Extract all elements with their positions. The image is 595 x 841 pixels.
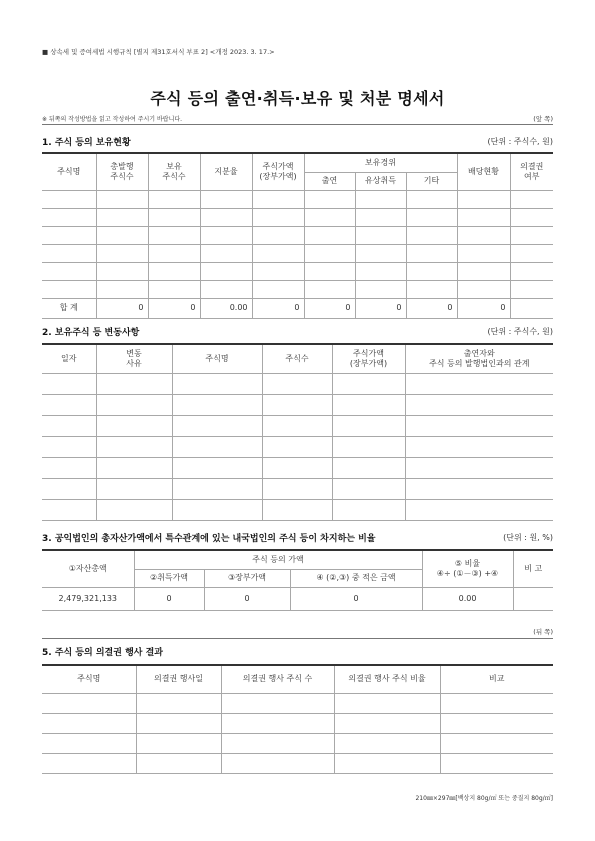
holdings-cell[interactable]	[148, 208, 200, 226]
header-voting-rights: 의결권 여부	[510, 153, 553, 190]
holdings-cell[interactable]	[200, 226, 252, 244]
changes-cell[interactable]	[332, 394, 405, 415]
table-body	[42, 344, 553, 520]
changes-cell[interactable]	[172, 436, 262, 457]
header-lesser-amount: ④ (②,③) 중 적은 금액	[290, 569, 422, 587]
header-ratio: ⑤ 비율 ④÷ (①－③) +④	[422, 550, 513, 587]
holdings-cell[interactable]	[200, 280, 252, 298]
header-stock-value: 주식가액 (장부가액)	[332, 344, 405, 373]
changes-cell[interactable]	[332, 478, 405, 499]
holdings-cell[interactable]	[252, 244, 304, 262]
holdings-cell[interactable]	[148, 226, 200, 244]
holdings-cell[interactable]	[252, 262, 304, 280]
header-remarks: 비교	[440, 665, 553, 693]
total-issued-sum: 0	[96, 298, 148, 318]
holdings-cell[interactable]	[42, 280, 96, 298]
changes-cell[interactable]	[262, 415, 332, 436]
changes-cell[interactable]	[42, 373, 96, 394]
changes-cell[interactable]	[332, 457, 405, 478]
table-row	[42, 436, 553, 457]
holdings-cell[interactable]	[304, 208, 355, 226]
header-paid-acquisition: 유상취득	[355, 172, 406, 190]
header-change-reason: 변동 사유	[96, 344, 172, 373]
paid-acquisition-sum: 0	[355, 298, 406, 318]
holdings-cell[interactable]	[457, 262, 510, 280]
changes-cell[interactable]	[405, 373, 553, 394]
section-1-title: 1. 주식 등의 보유현황	[42, 138, 131, 148]
voting-cell[interactable]	[42, 693, 136, 713]
table-row	[42, 693, 553, 713]
header-row	[42, 344, 553, 373]
holdings-cell[interactable]	[96, 190, 148, 208]
section-3-title: 3. 공익법인의 총자산가액에서 특수관계에 있는 내국법인의 주식 등이 차지하는 비율	[42, 534, 376, 544]
total-row	[42, 298, 553, 318]
changes-cell[interactable]	[262, 499, 332, 520]
header-ownership-ratio: 지분율	[200, 153, 252, 190]
changes-cell[interactable]	[42, 499, 96, 520]
voting-cell[interactable]	[440, 713, 553, 733]
contribution-sum: 0	[304, 298, 355, 318]
changes-cell[interactable]	[96, 436, 172, 457]
changes-cell[interactable]	[262, 436, 332, 457]
changes-cell[interactable]	[172, 415, 262, 436]
table-row	[42, 190, 553, 208]
voting-cell[interactable]	[440, 753, 553, 773]
holdings-cell[interactable]	[355, 208, 406, 226]
holdings-cell[interactable]	[148, 280, 200, 298]
holdings-cell[interactable]	[42, 262, 96, 280]
voting-cell[interactable]	[136, 753, 221, 773]
changes-cell[interactable]	[332, 436, 405, 457]
changes-cell[interactable]	[262, 478, 332, 499]
holdings-cell[interactable]	[355, 262, 406, 280]
holdings-cell[interactable]	[96, 226, 148, 244]
page-back-label: (뒤 쪽)	[533, 628, 553, 636]
holdings-cell[interactable]	[304, 190, 355, 208]
voting-cell[interactable]	[136, 693, 221, 713]
remarks-cell[interactable]	[513, 587, 553, 610]
header-stock-name: 주식명	[42, 665, 136, 693]
holdings-cell[interactable]	[355, 280, 406, 298]
header-exercise-date: 의결권 행사일	[136, 665, 221, 693]
changes-cell[interactable]	[262, 457, 332, 478]
ownership-ratio-sum: 0.00	[200, 298, 252, 318]
header-held-shares: 보유 주식수	[148, 153, 200, 190]
header-stock-name: 주식명	[42, 153, 96, 190]
holdings-cell[interactable]	[96, 208, 148, 226]
header-total-assets: ①자산총액	[42, 550, 134, 587]
changes-cell[interactable]	[96, 457, 172, 478]
holdings-cell[interactable]	[200, 208, 252, 226]
voting-cell[interactable]	[221, 713, 334, 733]
voting-cell[interactable]	[221, 693, 334, 713]
changes-cell[interactable]	[405, 415, 553, 436]
dividends-sum: 0	[457, 298, 510, 318]
table-row	[42, 280, 553, 298]
total-label: 합 계	[42, 298, 96, 318]
section-3-unit: (단위 : 원, %)	[503, 533, 553, 542]
table-row	[42, 226, 553, 244]
holdings-cell[interactable]	[457, 280, 510, 298]
voting-cell[interactable]	[136, 733, 221, 753]
header-date: 일자	[42, 344, 96, 373]
changes-cell[interactable]	[262, 373, 332, 394]
form-title: 주식 등의 출연·취득·보유 및 처분 명세서	[150, 89, 445, 108]
table-body	[42, 153, 553, 318]
ratio-value: 0.00	[422, 587, 513, 610]
changes-cell[interactable]	[405, 436, 553, 457]
holdings-cell[interactable]	[510, 280, 553, 298]
changes-cell[interactable]	[172, 478, 262, 499]
total-assets-value: 2,479,321,133	[42, 587, 134, 610]
stock-value-sum: 0	[252, 298, 304, 318]
holdings-cell[interactable]	[304, 262, 355, 280]
table-row	[42, 373, 553, 394]
table-body	[42, 550, 553, 610]
header-exercised-shares: 의결권 행사 주식 수	[221, 665, 334, 693]
holdings-cell[interactable]	[457, 190, 510, 208]
holdings-cell[interactable]	[96, 244, 148, 262]
voting-cell[interactable]	[42, 713, 136, 733]
header-divider	[42, 124, 553, 125]
table-row	[42, 394, 553, 415]
holdings-cell[interactable]	[510, 226, 553, 244]
header-book-value: ③장부가액	[204, 569, 290, 587]
holdings-cell[interactable]	[304, 280, 355, 298]
voting-cell[interactable]	[334, 753, 440, 773]
holdings-cell[interactable]	[304, 244, 355, 262]
table-row	[42, 713, 553, 733]
holdings-cell[interactable]	[457, 244, 510, 262]
header-acquisition-cost: ②취득가액	[134, 569, 204, 587]
table-row	[42, 208, 553, 226]
holdings-cell[interactable]	[200, 244, 252, 262]
table-row	[42, 499, 553, 520]
voting-cell[interactable]	[440, 693, 553, 713]
changes-cell[interactable]	[405, 478, 553, 499]
table-body	[42, 665, 553, 773]
changes-cell[interactable]	[262, 394, 332, 415]
instruction-notice: ※ 뒤쪽의 작성방법을 읽고 작성하여 주시기 바랍니다.	[42, 116, 183, 123]
section-2-unit: (단위 : 주식수, 원)	[487, 327, 553, 336]
changes-cell[interactable]	[332, 499, 405, 520]
section-2-title: 2. 보유주식 등 변동사항	[42, 328, 140, 338]
holdings-cell[interactable]	[406, 190, 457, 208]
voting-cell[interactable]	[42, 753, 136, 773]
voting-cell[interactable]	[440, 733, 553, 753]
header-row	[42, 153, 553, 172]
holdings-cell[interactable]	[406, 244, 457, 262]
other-sum: 0	[406, 298, 457, 318]
table-row	[42, 244, 553, 262]
changes-cell[interactable]	[172, 373, 262, 394]
section-1-unit: (단위 : 주식수, 원)	[487, 137, 553, 146]
holdings-cell[interactable]	[252, 208, 304, 226]
header-shares: 주식수	[262, 344, 332, 373]
holdings-cell[interactable]	[406, 262, 457, 280]
lesser-amount-value: 0	[290, 587, 422, 610]
changes-cell[interactable]	[96, 478, 172, 499]
holdings-cell[interactable]	[406, 208, 457, 226]
changes-cell[interactable]	[96, 373, 172, 394]
header-stock-name: 주식명	[172, 344, 262, 373]
header-stock-value-group: 주식 등의 가액	[134, 550, 422, 569]
changes-cell[interactable]	[405, 457, 553, 478]
holdings-cell[interactable]	[510, 208, 553, 226]
holdings-cell[interactable]	[42, 226, 96, 244]
header-row	[42, 550, 553, 569]
acquisition-cost-value: 0	[134, 587, 204, 610]
table-row	[42, 587, 553, 610]
changes-cell[interactable]	[172, 457, 262, 478]
holdings-cell[interactable]	[355, 226, 406, 244]
voting-cell[interactable]	[42, 733, 136, 753]
voting-rights-sum	[510, 298, 553, 318]
holdings-table	[42, 152, 553, 319]
paper-spec: 210㎜×297㎜[백상지 80g/㎡ 또는 중질지 80g/㎡]	[415, 795, 553, 802]
back-page-divider	[42, 638, 553, 639]
header-dividends: 배당현황	[457, 153, 510, 190]
changes-cell[interactable]	[332, 373, 405, 394]
holdings-cell[interactable]	[96, 280, 148, 298]
holdings-cell[interactable]	[148, 262, 200, 280]
holdings-cell[interactable]	[148, 244, 200, 262]
ratio-table	[42, 549, 553, 611]
table-row	[42, 733, 553, 753]
holdings-cell[interactable]	[42, 208, 96, 226]
header-contribution: 출연	[304, 172, 355, 190]
holdings-cell[interactable]	[252, 226, 304, 244]
regulation-reference: ■ 상속세 및 증여세법 시행규칙 [별지 제31호서식 부표 2] <개정 2023. 3. 17.>	[42, 48, 275, 56]
holdings-cell[interactable]	[200, 190, 252, 208]
changes-cell[interactable]	[42, 478, 96, 499]
changes-cell[interactable]	[96, 499, 172, 520]
holdings-cell[interactable]	[96, 262, 148, 280]
changes-cell[interactable]	[172, 499, 262, 520]
changes-cell[interactable]	[96, 415, 172, 436]
voting-cell[interactable]	[334, 713, 440, 733]
header-other: 기타	[406, 172, 457, 190]
header-acquisition-route: 보유경위	[304, 153, 457, 172]
page-front-label: (앞 쪽)	[533, 115, 553, 123]
changes-cell[interactable]	[332, 415, 405, 436]
section-5-title: 5. 주식 등의 의결권 행사 결과	[42, 648, 163, 658]
holdings-cell[interactable]	[457, 208, 510, 226]
header-row	[42, 665, 553, 693]
holdings-cell[interactable]	[510, 244, 553, 262]
changes-table	[42, 343, 553, 521]
changes-cell[interactable]	[42, 415, 96, 436]
table-row	[42, 415, 553, 436]
header-remarks: 비 고	[513, 550, 553, 587]
holdings-cell[interactable]	[510, 190, 553, 208]
changes-cell[interactable]	[42, 394, 96, 415]
table-row	[42, 478, 553, 499]
holdings-cell[interactable]	[42, 244, 96, 262]
changes-cell[interactable]	[42, 457, 96, 478]
voting-table	[42, 664, 553, 774]
changes-cell[interactable]	[405, 394, 553, 415]
holdings-cell[interactable]	[252, 280, 304, 298]
header-stock-value: 주식가액 (장부가액)	[252, 153, 304, 190]
holdings-cell[interactable]	[148, 190, 200, 208]
header-relationship: 출연자와 주식 등의 발행법인과의 관계	[405, 344, 553, 373]
book-value-value: 0	[204, 587, 290, 610]
changes-cell[interactable]	[172, 394, 262, 415]
holdings-cell[interactable]	[406, 226, 457, 244]
holdings-cell[interactable]	[355, 190, 406, 208]
header-total-issued: 총발행 주식수	[96, 153, 148, 190]
holdings-cell[interactable]	[200, 262, 252, 280]
held-shares-sum: 0	[148, 298, 200, 318]
holdings-cell[interactable]	[252, 190, 304, 208]
holdings-cell[interactable]	[355, 244, 406, 262]
holdings-cell[interactable]	[406, 280, 457, 298]
table-row	[42, 753, 553, 773]
voting-cell[interactable]	[221, 733, 334, 753]
voting-cell[interactable]	[221, 753, 334, 773]
holdings-cell[interactable]	[304, 226, 355, 244]
voting-cell[interactable]	[136, 713, 221, 733]
holdings-cell[interactable]	[510, 262, 553, 280]
holdings-cell[interactable]	[42, 190, 96, 208]
changes-cell[interactable]	[405, 499, 553, 520]
voting-cell[interactable]	[334, 733, 440, 753]
header-exercised-ratio: 의결권 행사 주식 비율	[334, 665, 440, 693]
table-row	[42, 262, 553, 280]
holdings-cell[interactable]	[457, 226, 510, 244]
changes-cell[interactable]	[42, 436, 96, 457]
changes-cell[interactable]	[96, 394, 172, 415]
table-row	[42, 457, 553, 478]
voting-cell[interactable]	[334, 693, 440, 713]
